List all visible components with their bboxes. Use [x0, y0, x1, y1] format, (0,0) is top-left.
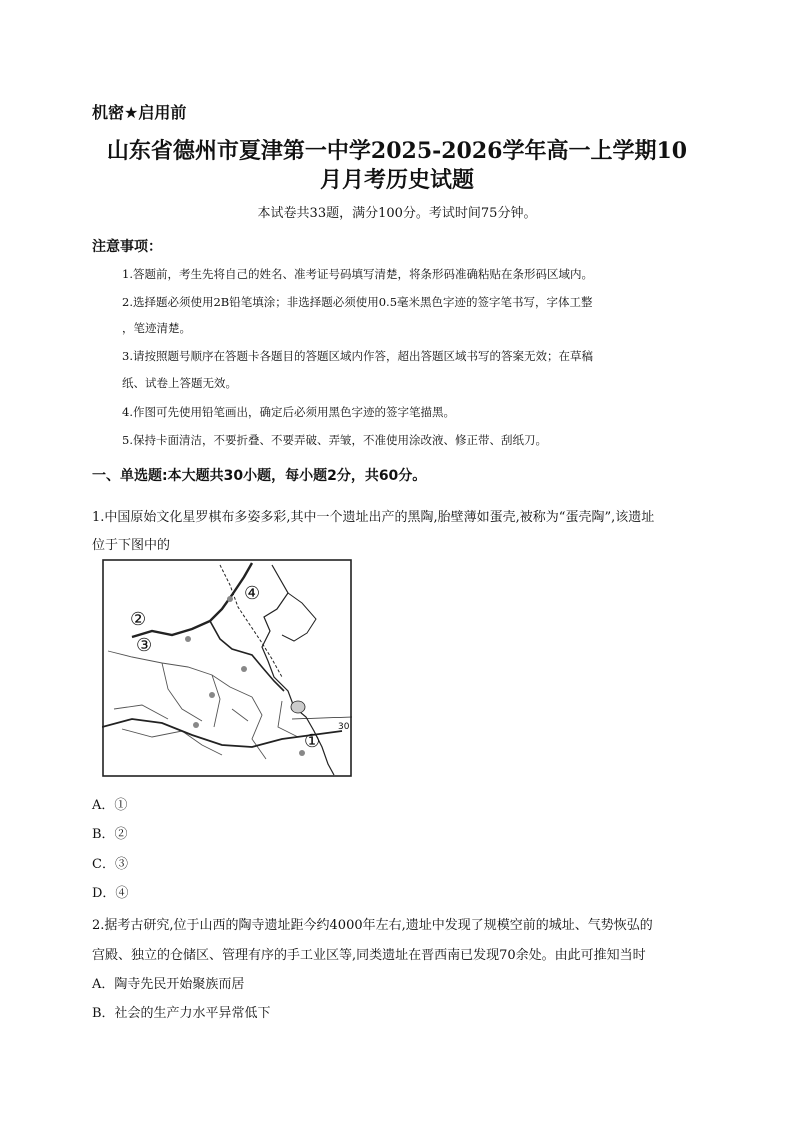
option-a: A．陶寺先民开始聚族而居: [92, 977, 245, 992]
map-latitude-label: 30: [338, 722, 350, 732]
question-1-stem-line2: 位于下图中的: [92, 538, 171, 553]
option-c: C．③: [92, 857, 128, 872]
confidential-label: 机密★启用前: [92, 103, 187, 122]
question-2-stem-line2: 宫殿、独立的仓储区、管理有序的手工业区等,同类遗址在晋西南已发现70余处。由此可推知当时: [92, 948, 646, 963]
question-1-stem-line1: 1.中国原始文化星罗棋布多姿多彩,其中一个遗址出产的黑陶,胎壁薄如蛋壳,被称为“蛋壳陶”,该遗址: [92, 510, 655, 525]
note-item: 2.选择题必须使用2B铅笔填涂；非选择题必须使用0.5毫米黑色字迹的签字笔书写，字体工整: [122, 295, 593, 309]
map-figure: [102, 559, 352, 777]
notes-heading: 注意事项：: [92, 239, 162, 255]
option-b: B．②: [92, 827, 128, 842]
map-label-3: ③: [136, 635, 153, 656]
exam-info: 本试卷共33题，满分100分。考试时间75分钟。: [257, 206, 537, 221]
exam-title-line2: 月月考历史试题: [319, 167, 474, 193]
note-item: 3.请按照题号顺序在答题卡各题目的答题区域内作答，超出答题区域书写的答案无效；在草稿: [122, 349, 593, 363]
exam-title-line1: 山东省德州市夏津第一中学2025-2026学年高一上学期10: [106, 138, 688, 164]
question-2-stem-line1: 2.据考古研究,位于山西的陶寺遗址距今约4000年左右,遗址中发现了规模空前的城址、气势恢弘的: [92, 918, 653, 933]
note-item: 1.答题前，考生先将自己的姓名、准考证号码填写清楚，将条形码准确粘贴在条形码区域内。: [122, 267, 593, 281]
option-a: A．①: [92, 798, 128, 813]
note-item: 4.作图可先使用铅笔画出，确定后必须用黑色字迹的签字笔描黑。: [122, 405, 455, 419]
option-d: D．④: [92, 886, 129, 901]
note-item: ，笔迹清楚。: [122, 321, 191, 335]
note-item: 纸、试卷上答题无效。: [122, 376, 237, 390]
map-label-2: ②: [130, 609, 147, 630]
map-label-4: ④: [244, 583, 261, 604]
map-label-1: ①: [304, 731, 321, 752]
option-b: B．社会的生产力水平异常低下: [92, 1006, 271, 1021]
section-heading: 一、单选题:本大题共30小题，每小题2分，共60分。: [92, 468, 427, 484]
note-item: 5.保持卡面清洁，不要折叠、不要弄破、弄皱，不准使用涂改液、修正带、刮纸刀。: [122, 433, 547, 447]
